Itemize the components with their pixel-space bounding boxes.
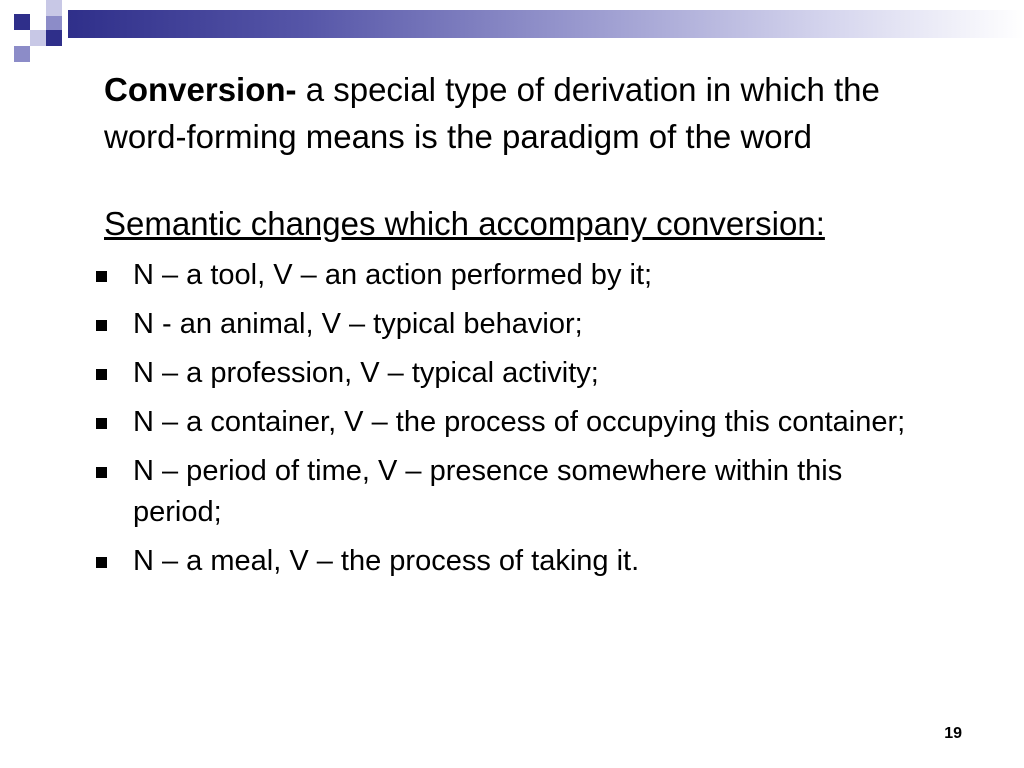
list-item bbox=[96, 353, 916, 394]
decor-square bbox=[14, 46, 30, 62]
title-definition: a special type of derivation in which the word-forming means is the paradigm of the word bbox=[104, 71, 880, 155]
list-item bbox=[96, 255, 916, 296]
list-item bbox=[96, 451, 916, 533]
square-bullet-icon bbox=[96, 369, 107, 380]
slide-title bbox=[104, 66, 924, 160]
list-item-text: N – a container, V – the process of occupying this container; bbox=[133, 406, 906, 438]
square-bullet-icon bbox=[96, 557, 107, 568]
subheading: Semantic changes which accompany conversion: bbox=[104, 205, 825, 242]
decor-square bbox=[14, 14, 30, 30]
decor-square bbox=[30, 30, 46, 46]
decor-square bbox=[46, 30, 62, 46]
list-item-text: N – a tool, V – an action performed by it; bbox=[133, 259, 653, 291]
decor-square bbox=[46, 14, 62, 30]
list-item-text: N – a profession, V – typical activity; bbox=[133, 357, 599, 389]
decor-square bbox=[46, 0, 62, 16]
title-term: Conversion- bbox=[104, 71, 297, 108]
square-bullet-icon bbox=[96, 467, 107, 478]
slide-content bbox=[104, 66, 924, 590]
header-gradient-bar bbox=[68, 10, 1024, 38]
header-decoration bbox=[0, 0, 1024, 48]
list-item bbox=[96, 304, 916, 345]
list-item bbox=[96, 402, 916, 443]
list-item-text: N – a meal, V – the process of taking it. bbox=[133, 545, 640, 577]
list-item-text: N – period of time, V – presence somewhere within this period; bbox=[133, 455, 843, 528]
list-item-text: N - an animal, V – typical behavior; bbox=[133, 308, 583, 340]
square-bullet-icon bbox=[96, 320, 107, 331]
square-bullet-icon bbox=[96, 418, 107, 429]
bullet-list bbox=[96, 255, 916, 582]
page-number: 19 bbox=[944, 725, 962, 742]
list-item bbox=[96, 541, 916, 582]
square-bullet-icon bbox=[96, 271, 107, 282]
